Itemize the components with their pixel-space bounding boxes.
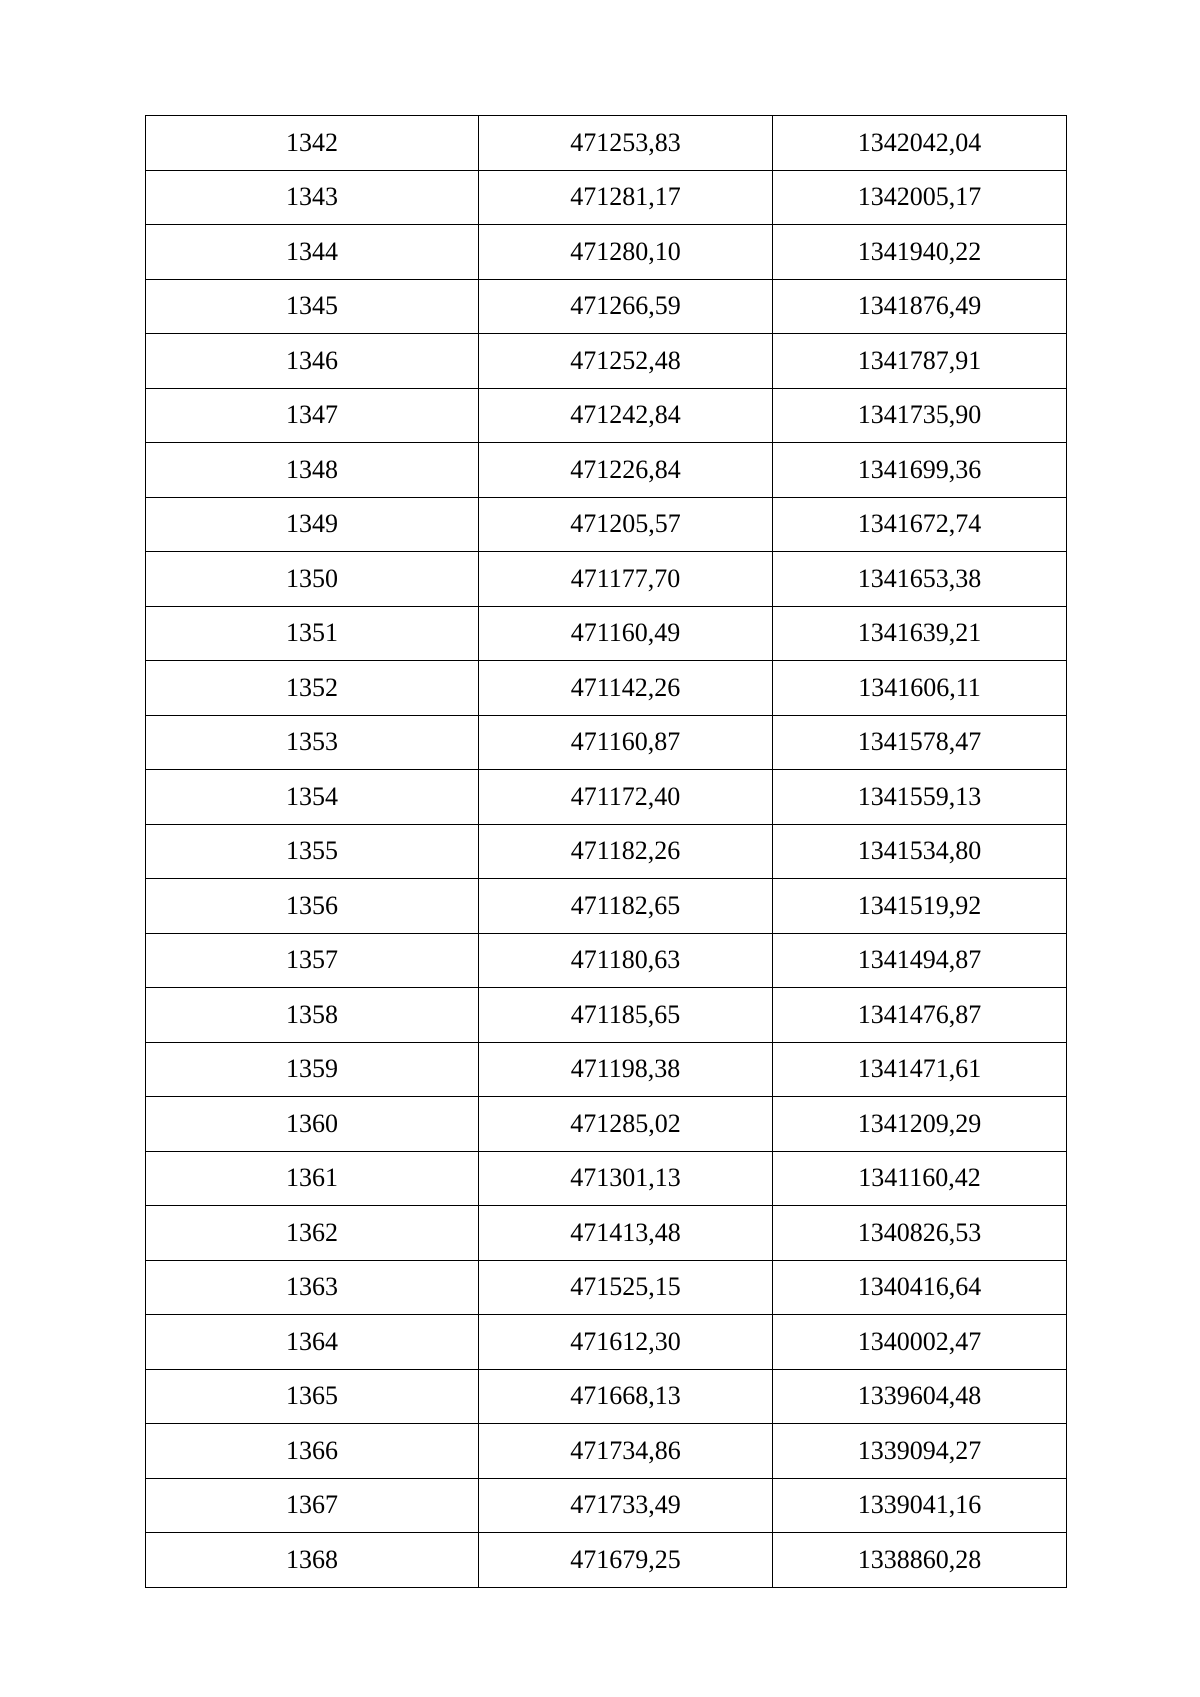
table-row [146,715,1067,770]
y-coordinate-cell: 1339041,16 [773,1478,1067,1533]
table-row [146,552,1067,607]
y-coordinate-cell: 1342005,17 [773,170,1067,225]
point-number-cell: 1342 [146,116,479,171]
point-number-cell: 1357 [146,933,479,988]
point-number-cell: 1359 [146,1042,479,1097]
y-coordinate-cell: 1341534,80 [773,824,1067,879]
point-number-cell: 1367 [146,1478,479,1533]
table-row [146,1042,1067,1097]
x-coordinate-cell: 471185,65 [479,988,773,1043]
point-number-cell: 1343 [146,170,479,225]
table-row [146,879,1067,934]
x-coordinate-cell: 471160,87 [479,715,773,770]
x-coordinate-cell: 471242,84 [479,388,773,443]
y-coordinate-cell: 1341940,22 [773,225,1067,280]
table-row [146,279,1067,334]
table-row [146,116,1067,171]
table-row [146,1260,1067,1315]
table-row [146,1151,1067,1206]
y-coordinate-cell: 1341787,91 [773,334,1067,389]
table-row [146,824,1067,879]
y-coordinate-cell: 1341160,42 [773,1151,1067,1206]
y-coordinate-cell: 1341735,90 [773,388,1067,443]
point-number-cell: 1366 [146,1424,479,1479]
table-row [146,606,1067,661]
point-number-cell: 1355 [146,824,479,879]
y-coordinate-cell: 1341559,13 [773,770,1067,825]
x-coordinate-cell: 471301,13 [479,1151,773,1206]
table-row [146,388,1067,443]
table-row [146,933,1067,988]
point-number-cell: 1353 [146,715,479,770]
x-coordinate-cell: 471182,26 [479,824,773,879]
table-row [146,497,1067,552]
point-number-cell: 1352 [146,661,479,716]
point-number-cell: 1348 [146,443,479,498]
y-coordinate-cell: 1341494,87 [773,933,1067,988]
point-number-cell: 1358 [146,988,479,1043]
coordinates-table-body [146,116,1067,1588]
x-coordinate-cell: 471413,48 [479,1206,773,1261]
x-coordinate-cell: 471252,48 [479,334,773,389]
y-coordinate-cell: 1341209,29 [773,1097,1067,1152]
x-coordinate-cell: 471285,02 [479,1097,773,1152]
x-coordinate-cell: 471182,65 [479,879,773,934]
y-coordinate-cell: 1340416,64 [773,1260,1067,1315]
x-coordinate-cell: 471280,10 [479,225,773,280]
coordinates-table [145,115,1067,1588]
x-coordinate-cell: 471177,70 [479,552,773,607]
x-coordinate-cell: 471180,63 [479,933,773,988]
y-coordinate-cell: 1340826,53 [773,1206,1067,1261]
y-coordinate-cell: 1341578,47 [773,715,1067,770]
point-number-cell: 1356 [146,879,479,934]
x-coordinate-cell: 471226,84 [479,443,773,498]
x-coordinate-cell: 471525,15 [479,1260,773,1315]
y-coordinate-cell: 1341672,74 [773,497,1067,552]
point-number-cell: 1362 [146,1206,479,1261]
x-coordinate-cell: 471281,17 [479,170,773,225]
x-coordinate-cell: 471612,30 [479,1315,773,1370]
y-coordinate-cell: 1339094,27 [773,1424,1067,1479]
point-number-cell: 1350 [146,552,479,607]
table-row [146,1533,1067,1588]
table-row [146,661,1067,716]
table-row [146,1097,1067,1152]
y-coordinate-cell: 1341476,87 [773,988,1067,1043]
x-coordinate-cell: 471142,26 [479,661,773,716]
x-coordinate-cell: 471205,57 [479,497,773,552]
table-row [146,170,1067,225]
x-coordinate-cell: 471734,86 [479,1424,773,1479]
point-number-cell: 1363 [146,1260,479,1315]
table-row [146,1369,1067,1424]
y-coordinate-cell: 1341471,61 [773,1042,1067,1097]
y-coordinate-cell: 1340002,47 [773,1315,1067,1370]
point-number-cell: 1347 [146,388,479,443]
point-number-cell: 1345 [146,279,479,334]
table-row [146,770,1067,825]
point-number-cell: 1351 [146,606,479,661]
y-coordinate-cell: 1338860,28 [773,1533,1067,1588]
x-coordinate-cell: 471198,38 [479,1042,773,1097]
y-coordinate-cell: 1341519,92 [773,879,1067,934]
table-row [146,1424,1067,1479]
table-row [146,988,1067,1043]
table-row [146,443,1067,498]
y-coordinate-cell: 1341639,21 [773,606,1067,661]
point-number-cell: 1344 [146,225,479,280]
point-number-cell: 1364 [146,1315,479,1370]
point-number-cell: 1346 [146,334,479,389]
point-number-cell: 1361 [146,1151,479,1206]
y-coordinate-cell: 1341653,38 [773,552,1067,607]
x-coordinate-cell: 471733,49 [479,1478,773,1533]
point-number-cell: 1368 [146,1533,479,1588]
x-coordinate-cell: 471160,49 [479,606,773,661]
y-coordinate-cell: 1341699,36 [773,443,1067,498]
x-coordinate-cell: 471679,25 [479,1533,773,1588]
point-number-cell: 1360 [146,1097,479,1152]
x-coordinate-cell: 471253,83 [479,116,773,171]
y-coordinate-cell: 1342042,04 [773,116,1067,171]
point-number-cell: 1349 [146,497,479,552]
x-coordinate-cell: 471172,40 [479,770,773,825]
y-coordinate-cell: 1341606,11 [773,661,1067,716]
y-coordinate-cell: 1341876,49 [773,279,1067,334]
table-row [146,1206,1067,1261]
x-coordinate-cell: 471266,59 [479,279,773,334]
table-row [146,334,1067,389]
table-row [146,1478,1067,1533]
y-coordinate-cell: 1339604,48 [773,1369,1067,1424]
table-row [146,1315,1067,1370]
point-number-cell: 1365 [146,1369,479,1424]
point-number-cell: 1354 [146,770,479,825]
x-coordinate-cell: 471668,13 [479,1369,773,1424]
table-row [146,225,1067,280]
